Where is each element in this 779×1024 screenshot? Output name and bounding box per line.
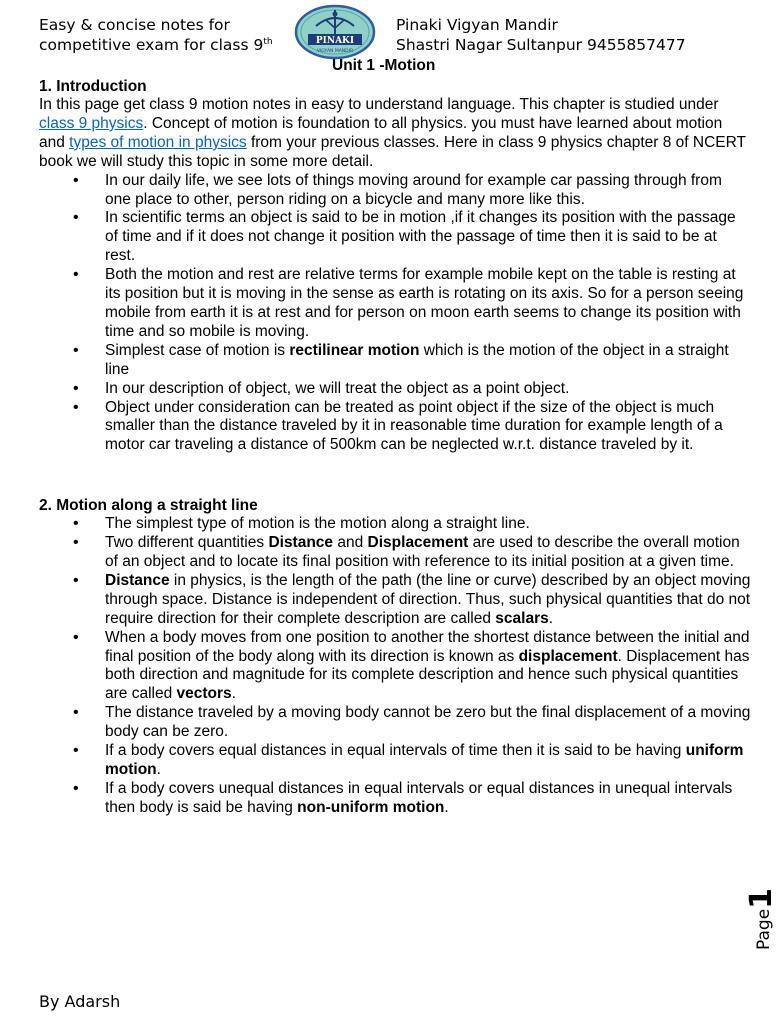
header-right-line2: Shastri Nagar Sultanpur 9455857477 [396, 36, 686, 54]
page-number: 1 [744, 887, 779, 909]
header-left-line2: competitive exam for class 9th [39, 36, 273, 54]
straight-line-bullet-list [39, 515, 751, 818]
straight-line-heading: 2. Motion along a straight line [39, 497, 258, 515]
logo-text: PINAKI [315, 36, 355, 46]
list-item: • In our daily life, we see lots of things moving around for example car passing through from one place to other, person riding on a bicycle and many more like this. [105, 172, 751, 210]
list-item: • Two different quantities Distance and Displacement are used to describe the overall motion of an object and to locate its final position with reference to its initial position at a given time. [105, 534, 751, 572]
author-credit: By Adarsh [39, 992, 121, 1011]
pinaki-logo-icon [294, 4, 376, 60]
list-item: • In scientific terms an object is said to be in motion ,if it changes its position with the passage of time and if it does not change it position with the passage of time then it is said to be at rest. [105, 209, 751, 266]
list-item: • The distance traveled by a moving body cannot be zero but the final displacement of a moving body can be zero. [105, 704, 751, 742]
header-right-line1: Pinaki Vigyan Mandir [396, 16, 558, 34]
logo-subtext: VIGYAN MANDIR [316, 49, 354, 54]
list-item: • Simplest case of motion is rectilinear motion which is the motion of the object in a straight line [105, 342, 751, 380]
unit-title: Unit 1 -Motion [332, 57, 436, 74]
page-word: Page [754, 908, 774, 950]
list-item: • If a body covers equal distances in equal intervals of time then it is said to be having uniform motion. [105, 742, 751, 780]
intro-paragraph: In this page get class 9 motion notes in easy to understand language. This chapter is studied under class 9 physics. Concept of motion is foundation to all physics. you must have learned about motion and types of motion in physics from your previous classes. Here in class 9 physics chapter 8 of NCERT book we will study this topic in some more detail. [39, 96, 746, 170]
intro-heading: 1. Introduction [39, 78, 147, 95]
header-left-line1: Easy & concise notes for [39, 16, 230, 34]
list-item: • When a body moves from one position to another the shortest distance between the initial and final position of the body along with its direction is known as displacement. Displacement has both direction and magnitude for its complete description and hence such physical quantities are called vectors. [105, 629, 751, 705]
header-left [39, 15, 273, 55]
list-item: • The simplest type of motion is the motion along a straight line. [105, 515, 751, 534]
class-9-physics-link[interactable]: class 9 physics [39, 114, 144, 132]
list-item: • Distance in physics, is the length of the path (the line or curve) described by an object moving through space. Distance is independent of direction. Thus, such physical quantities that do not require direction for their complete description are called scalars. [105, 572, 751, 629]
types-of-motion-link[interactable]: types of motion in physics [69, 133, 247, 151]
document-body [39, 77, 751, 818]
superscript-th: th [263, 37, 273, 47]
list-item: • Both the motion and rest are relative terms for example mobile kept on the table is resting at its position but it is moving in the sense as earth is rotating on its axis. So for a person seeing mobile from earth it is at rest and for person on moon earth seems to change its position with time and so mobile is moving. [105, 266, 751, 342]
list-item: • Object under consideration can be treated as point object if the size of the object is much smaller than the distance traveled by it in reasonable time duration for example length of a motor car traveling a distance of 500km can be neglected w.r.t. distance traveled by it. [105, 399, 751, 456]
list-item: • If a body covers unequal distances in equal intervals or equal distances in unequal intervals then body is said be having non-uniform motion. [105, 780, 751, 818]
header-right [396, 15, 686, 55]
page-number-label [744, 888, 779, 950]
list-item: • In our description of object, we will treat the object as a point object. [105, 380, 751, 399]
intro-bullet-list [39, 172, 751, 456]
